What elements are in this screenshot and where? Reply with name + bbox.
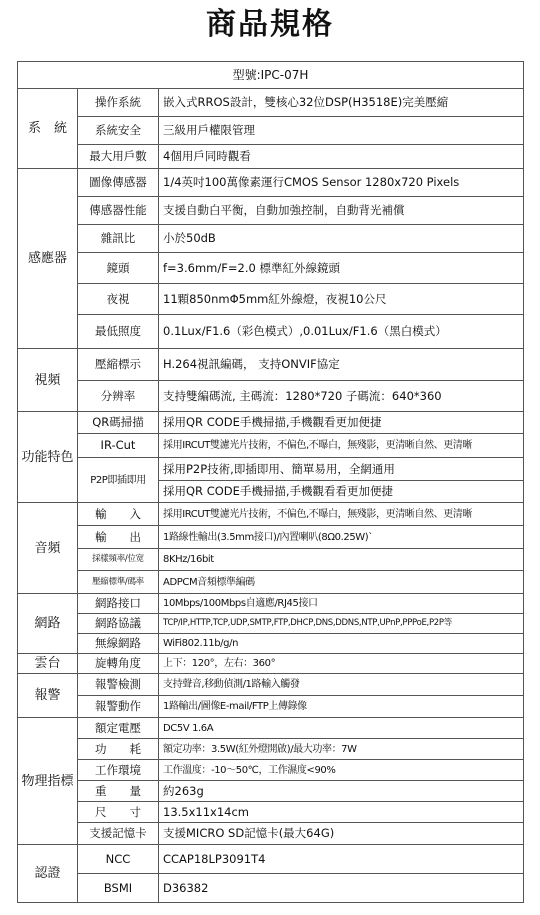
- table-row: [18, 802, 524, 823]
- row-key: 輸 出: [78, 526, 159, 549]
- group-function: 功能特色: [18, 412, 78, 503]
- row-value: WiFi802.11b/g/n: [159, 634, 524, 654]
- table-row: [18, 434, 524, 458]
- model-row: [18, 62, 524, 89]
- table-row: [18, 349, 524, 381]
- table-row: [18, 381, 524, 412]
- row-key: 最低照度: [78, 315, 159, 349]
- table-row: [18, 874, 524, 903]
- row-value: 0.1Lux/F1.6（彩色模式）,0.01Lux/F1.6（黑白模式）: [159, 315, 524, 349]
- row-value: 1路輸出/圖像E-mail/FTP上傳錄像: [159, 696, 524, 718]
- row-value: 採用P2P技術,即插即用、簡單易用，全網通用: [159, 458, 524, 481]
- group-ptz: 雲台: [18, 654, 78, 674]
- table-row: [18, 614, 524, 634]
- table-row: [18, 823, 524, 845]
- table-row: [18, 169, 524, 197]
- row-key: 傳感器性能: [78, 197, 159, 225]
- row-value: D36382: [159, 874, 524, 903]
- row-key: 分辨率: [78, 381, 159, 412]
- row-value: CCAP18LP3091T4: [159, 845, 524, 874]
- table-row: [18, 760, 524, 781]
- row-key: 壓縮標準/碼率: [78, 571, 159, 594]
- group-cert: 認證: [18, 845, 78, 903]
- row-key: 報警檢測: [78, 674, 159, 696]
- table-row: [18, 412, 524, 434]
- row-value: f=3.6mm/F=2.0 標準紅外線鏡頭: [159, 253, 524, 284]
- row-key: 雜訊比: [78, 225, 159, 253]
- group-alarm: 報警: [18, 674, 78, 718]
- row-value: 支持雙編碼流, 主碼流：1280*720 子碼流：640*360: [159, 381, 524, 412]
- table-row: [18, 503, 524, 526]
- table-row: [18, 145, 524, 169]
- row-value: TCP/IP,HTTP,TCP,UDP,SMTP,FTP,DHCP,DNS,DDNS,NTP,UPnP,PPPoE,P2P等: [159, 614, 524, 634]
- row-key: 尺 寸: [78, 802, 159, 823]
- spec-table: [17, 61, 524, 903]
- table-row: [18, 315, 524, 349]
- table-row: [18, 89, 524, 117]
- table-row: [18, 253, 524, 284]
- row-value: ADPCM音頻標準編碼: [159, 571, 524, 594]
- row-key: BSMI: [78, 874, 159, 903]
- row-value: 小於50dB: [159, 225, 524, 253]
- row-value: 工作溫度：-10～50℃，工作濕度<90%: [159, 760, 524, 781]
- row-value: 支援MICRO SD記憶卡(最大64G): [159, 823, 524, 845]
- group-network: 網路: [18, 594, 78, 654]
- row-value: 上下：120°，左右：360°: [159, 654, 524, 674]
- table-row: [18, 781, 524, 802]
- row-value: 採用QR CODE手機掃描,手機觀看看更加便捷: [159, 481, 524, 503]
- row-value: DC5V 1.6A: [159, 718, 524, 739]
- table-row: [18, 571, 524, 594]
- row-key: 採樣頻率/位宽: [78, 549, 159, 571]
- row-value: 1/4英吋100萬像素運行CMOS Sensor 1280x720 Pixels: [159, 169, 524, 197]
- table-row: [18, 526, 524, 549]
- table-row: [18, 654, 524, 674]
- table-row: [18, 739, 524, 760]
- row-key: 重 量: [78, 781, 159, 802]
- table-row: [18, 594, 524, 614]
- row-value: 採用IRCUT雙濾光片技術，不偏色,不曝白，無殘影，更清晰自然、更清晰: [159, 503, 524, 526]
- row-value: 11顆850nmΦ5mm紅外線燈，夜視10公尺: [159, 284, 524, 315]
- table-row: [18, 549, 524, 571]
- group-sensor: 感應器: [18, 169, 78, 349]
- row-key: 系統安全: [78, 117, 159, 145]
- row-key: P2P即插即用: [78, 458, 159, 503]
- row-value: H.264視訊編碼， 支持ONVIF協定: [159, 349, 524, 381]
- row-key: IR-Cut: [78, 434, 159, 458]
- group-physical: 物理指標: [18, 718, 78, 845]
- row-value: 10Mbps/100Mbps自適應/RJ45接口: [159, 594, 524, 614]
- row-key: 工作環境: [78, 760, 159, 781]
- table-row: [18, 674, 524, 696]
- row-key: 旋轉角度: [78, 654, 159, 674]
- group-audio: 音頻: [18, 503, 78, 594]
- table-row: [18, 845, 524, 874]
- page-title: 商品規格: [206, 7, 334, 42]
- row-key: 網路協議: [78, 614, 159, 634]
- row-key: 最大用戶數: [78, 145, 159, 169]
- row-key: 網路接口: [78, 594, 159, 614]
- row-key: 鏡頭: [78, 253, 159, 284]
- row-value: 13.5x11x14cm: [159, 802, 524, 823]
- row-key: 夜視: [78, 284, 159, 315]
- table-row: [18, 284, 524, 315]
- model-number: 型號:IPC-07H: [18, 62, 524, 89]
- table-row: [18, 458, 524, 481]
- table-row: [18, 225, 524, 253]
- group-system: 系 統: [18, 89, 78, 169]
- row-value: 採用IRCUT雙濾光片技術，不偏色,不曝白，無殘影，更清晰自然、更清晰: [159, 434, 524, 458]
- group-video: 視頻: [18, 349, 78, 412]
- row-key: 壓縮標示: [78, 349, 159, 381]
- row-key: 無線網路: [78, 634, 159, 654]
- table-row: [18, 634, 524, 654]
- row-value: 採用QR CODE手機掃描,手機觀看更加便捷: [159, 412, 524, 434]
- table-row: [18, 718, 524, 739]
- table-row: [18, 117, 524, 145]
- row-key: QR碼掃描: [78, 412, 159, 434]
- row-value: 8KHz/16bit: [159, 549, 524, 571]
- row-key: 功 耗: [78, 739, 159, 760]
- row-value: 1路線性輸出(3.5mm接口)/內置喇叭(8Ω0.25W)`: [159, 526, 524, 549]
- row-value: 約263g: [159, 781, 524, 802]
- row-value: 4個用戶同時觀看: [159, 145, 524, 169]
- row-key: 報警動作: [78, 696, 159, 718]
- row-key: NCC: [78, 845, 159, 874]
- row-value: 額定功率：3.5W(紅外燈開啟)/最大功率：7W: [159, 739, 524, 760]
- row-key: 圖像傳感器: [78, 169, 159, 197]
- row-key: 額定電壓: [78, 718, 159, 739]
- row-value: 嵌入式RROS設計，雙核心32位DSP(H3518E)完美壓縮: [159, 89, 524, 117]
- row-value: 三級用戶權限管理: [159, 117, 524, 145]
- row-key: 輸 入: [78, 503, 159, 526]
- row-value: 支持聲音,移動偵測/1路輸入觸發: [159, 674, 524, 696]
- row-key: 支援記憶卡: [78, 823, 159, 845]
- row-key: 操作系統: [78, 89, 159, 117]
- table-row: [18, 696, 524, 718]
- row-value: 支援自動白平衡，自動加強控制，自動背光補償: [159, 197, 524, 225]
- table-row: [18, 197, 524, 225]
